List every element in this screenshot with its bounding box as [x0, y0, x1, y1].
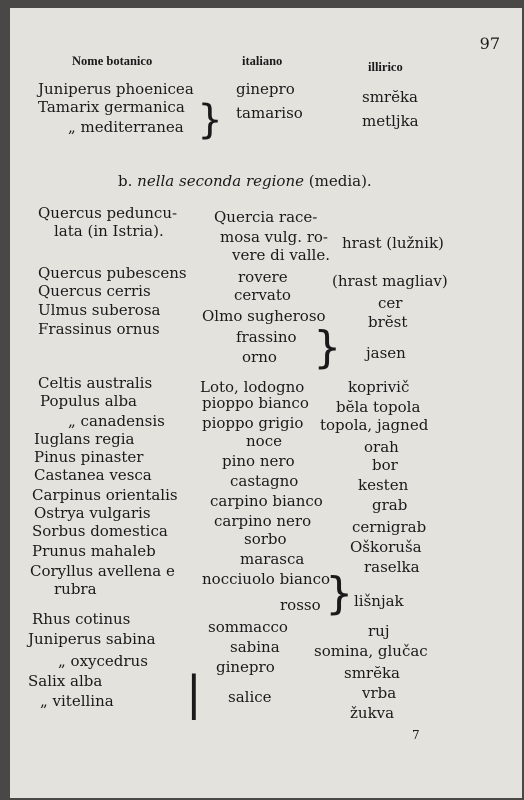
botanical-name: Pinus pinaster — [34, 448, 144, 466]
italian-name: noce — [246, 432, 282, 450]
illyrian-name: cernigrab — [352, 518, 427, 536]
illyrian-name: bĕla topola — [336, 398, 421, 416]
italian-name: sabina — [230, 638, 280, 656]
header-botanical: Nome botanico — [72, 54, 153, 68]
botanical-name: Prunus mahaleb — [32, 542, 156, 560]
illyrian-name: (hrast magliav) — [332, 272, 448, 290]
botanical-name: Tamarix germanica — [38, 98, 185, 116]
botanical-name: Ostrya vulgaris — [34, 504, 151, 522]
table-row — [10, 412, 522, 432]
illyrian-name: ruj — [368, 622, 390, 640]
table-row — [10, 630, 522, 660]
botanical-name: „ vitellina — [40, 692, 114, 710]
italian-name: sorbo — [244, 530, 287, 548]
botanical-name: rubra — [54, 580, 97, 598]
table-row — [10, 246, 522, 266]
italian-name: ginepro — [216, 658, 275, 676]
illyrian-name: žukva — [350, 704, 395, 722]
brace-icon: } — [314, 322, 341, 373]
botanical-name: Salix alba — [28, 672, 103, 690]
table-row — [10, 374, 522, 394]
illyrian-name: grab — [372, 496, 408, 514]
table-row — [10, 580, 522, 614]
table-row — [10, 392, 522, 416]
page-number: 97 — [479, 34, 500, 53]
italian-name: orno — [242, 348, 277, 366]
table-row — [10, 222, 522, 252]
table-row — [10, 430, 522, 456]
botanical-name: Celtis australis — [38, 374, 153, 392]
brace-icon: } — [198, 97, 223, 143]
italian-name: cervato — [234, 286, 291, 304]
botanical-name: Iuglans regia — [34, 430, 135, 448]
botanical-name: Carpinus orientalis — [32, 486, 178, 504]
botanical-name: Frassinus ornus — [38, 320, 160, 338]
italian-name: tamariso — [236, 104, 303, 122]
illyrian-name: koprivič — [348, 378, 410, 396]
table-row — [10, 264, 522, 290]
illyrian-name: bor — [372, 456, 398, 474]
italian-name: pioppo bianco — [202, 394, 309, 412]
italian-name: frassino — [236, 328, 297, 346]
illyrian-name: raselka — [364, 558, 420, 576]
botanical-name: Quercus cerris — [38, 282, 151, 300]
illyrian-name: vrba — [362, 684, 397, 702]
illyrian-name: brĕst — [368, 313, 408, 331]
italian-name: pino nero — [222, 452, 295, 470]
illyrian-name: smrĕka — [362, 88, 419, 106]
section-heading: b. nella seconda regione (media). — [118, 172, 372, 190]
italian-name: marasca — [240, 550, 305, 568]
botanical-name: Castanea vesca — [34, 466, 152, 484]
italian-name: ginepro — [236, 80, 295, 98]
table-row — [10, 344, 522, 368]
illyrian-name: Oškoruša — [350, 538, 422, 556]
table-row — [10, 204, 522, 224]
botanical-name: Coryllus avellena e — [30, 562, 175, 580]
header-italian: italiano — [242, 54, 283, 68]
italian-name: carpino nero — [214, 512, 312, 530]
illyrian-name: orah — [364, 438, 399, 456]
header-illyrian: illirico — [368, 60, 403, 74]
illyrian-name: hrast (lužnik) — [342, 234, 444, 252]
italian-name: rovere — [238, 268, 288, 286]
botanical-name: Quercus peduncu- — [38, 204, 178, 222]
italian-name: rosso — [280, 596, 321, 614]
italian-name: castagno — [230, 472, 299, 490]
illyrian-name: cer — [378, 294, 403, 312]
botanical-name: Ulmus suberosa — [38, 301, 161, 319]
illyrian-name: topola, jagned — [320, 416, 429, 434]
botanical-name: Quercus pubescens — [38, 264, 187, 282]
botanical-name: Juniperus sabina — [28, 630, 156, 648]
table-row — [10, 562, 522, 588]
italian-name: Quercia race- — [214, 208, 318, 226]
italian-name: salice — [228, 688, 272, 706]
italian-name: mosa vulg. ro- — [220, 228, 329, 246]
botanical-name: Populus alba — [40, 392, 137, 410]
botanical-name: „ oxycedrus — [58, 652, 148, 670]
book-page — [10, 8, 522, 798]
botanical-name: Rhus cotinus — [32, 610, 131, 628]
italian-name: Loto, lodogno — [200, 378, 305, 396]
illyrian-name: metljka — [362, 112, 419, 130]
table-row — [10, 118, 522, 138]
italian-name: carpino bianco — [210, 492, 323, 510]
botanical-name: „ canadensis — [68, 412, 165, 430]
botanical-name: Juniperus phoenicea — [38, 80, 194, 98]
botanical-name: Sorbus domestica — [32, 522, 168, 540]
table-row — [10, 80, 522, 106]
illyrian-name: somina, glučac — [314, 642, 428, 660]
table-row — [10, 320, 522, 346]
illyrian-name: lišnjak — [354, 592, 404, 610]
italian-name: nocciuolo bianco — [202, 570, 331, 588]
botanical-name: lata (in Istria). — [54, 222, 164, 240]
italian-name: Olmo sugheroso — [202, 307, 326, 325]
table-row — [10, 448, 522, 474]
illyrian-name: kesten — [358, 476, 409, 494]
illyrian-name: jasen — [366, 344, 406, 362]
footer-mark: 7 — [412, 728, 420, 742]
table-row — [10, 688, 522, 722]
italian-name: sommacco — [208, 618, 288, 636]
italian-name: vere di valle. — [232, 246, 330, 264]
brace-icon: } — [326, 568, 353, 619]
brace-icon: | — [180, 666, 208, 720]
italian-name: pioppo grigio — [202, 414, 304, 432]
table-row — [10, 466, 522, 494]
botanical-name: „ mediterranea — [68, 118, 184, 136]
illyrian-name: smrĕka — [344, 664, 401, 682]
